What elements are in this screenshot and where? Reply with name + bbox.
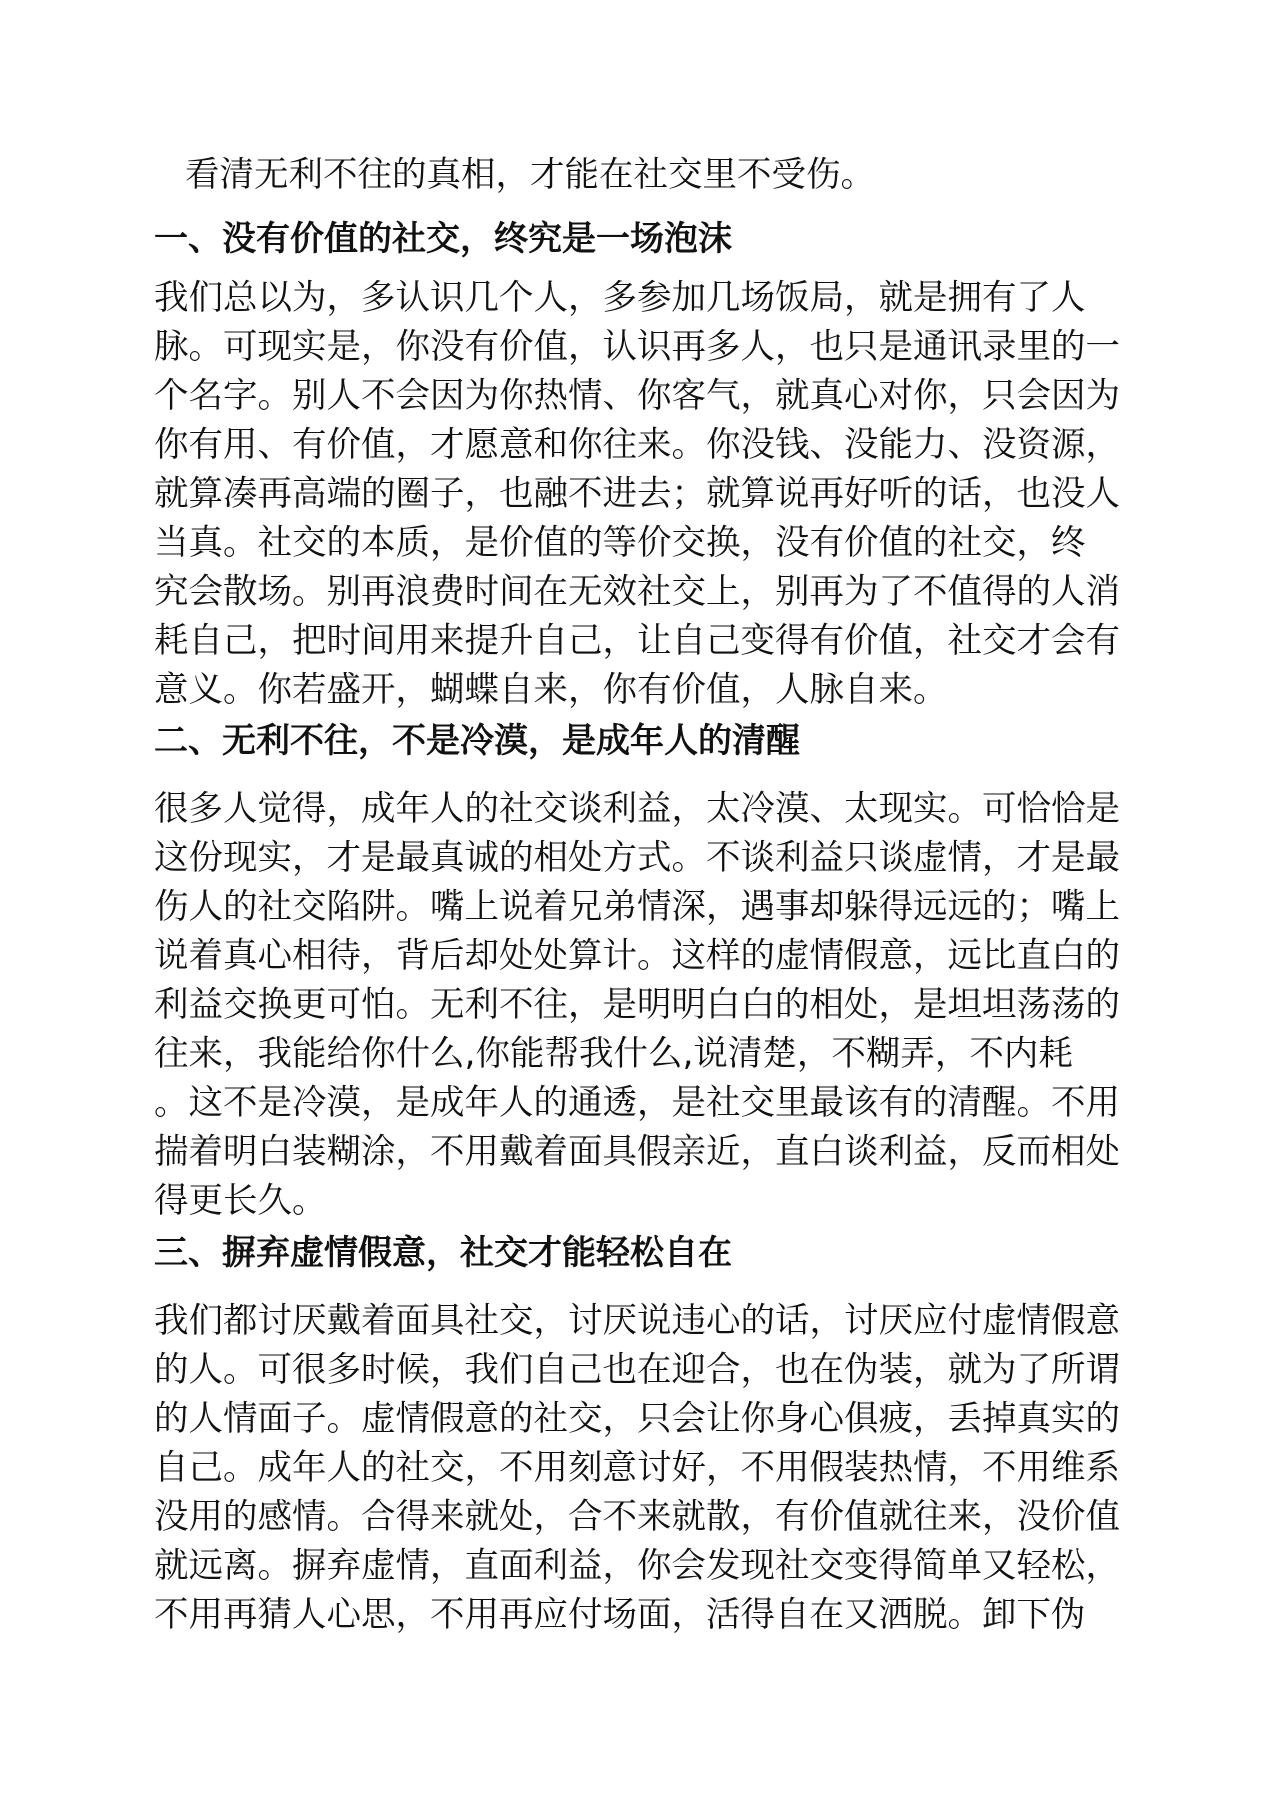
paragraph-line: 个名字。别人不会因为你热情、你客气，就真心对你，只会因为 <box>154 376 1120 416</box>
section-paragraph-3 <box>154 1297 1234 1640</box>
section-heading-3: 三、摒弃虚情假意，社交才能轻松自在 <box>154 1233 732 1273</box>
paragraph-line: 究会散场。别再浪费时间在无效社交上，别再为了不值得的人消 <box>154 572 1120 612</box>
paragraph-line: 就远离。摒弃虚情，直面利益，你会发现社交变得简单又轻松， <box>154 1546 1120 1586</box>
paragraph-line: 这份现实，才是最真诚的相处方式。不谈利益只谈虚情，才是最 <box>154 838 1120 878</box>
paragraph-line: 我们总以为，多认识几个人，多参加几场饭局，就是拥有了人 <box>154 278 1086 318</box>
paragraph-line: 得更长久。 <box>154 1181 327 1221</box>
paragraph-line: 就算凑再高端的圈子，也融不进去；就算说再好听的话，也没人 <box>154 474 1120 514</box>
paragraph-line: 没用的感情。合得来就处，合不来就散，有价值就往来，没价值 <box>154 1497 1120 1537</box>
intro-line: 看清无利不往的真相，才能在社交里不受伤。 <box>185 155 875 195</box>
section-heading-2: 二、无利不往，不是冷漠，是成年人的清醒 <box>154 721 800 761</box>
section-paragraph-2 <box>154 785 1234 1226</box>
section-paragraph-1 <box>154 274 1234 715</box>
paragraph-line: 很多人觉得，成年人的社交谈利益，太冷漠、太现实。可恰恰是 <box>154 789 1120 829</box>
paragraph-line: 往来，我能给你什么,你能帮我什么,说清楚，不糊弄，不内耗 <box>154 1034 1073 1074</box>
section-heading-1: 一、没有价值的社交，终究是一场泡沫 <box>154 219 732 259</box>
paragraph-line: 耗自己，把时间用来提升自己，让自己变得有价值，社交才会有 <box>154 621 1120 661</box>
paragraph-line: 的人。可很多时候，我们自己也在迎合，也在伪装，就为了所谓 <box>154 1350 1120 1390</box>
paragraph-line: 。这不是冷漠，是成年人的通透，是社交里最该有的清醒。不用 <box>154 1083 1120 1123</box>
paragraph-line: 不用再猜人心思，不用再应付场面，活得自在又洒脱。卸下伪 <box>154 1595 1086 1635</box>
paragraph-line: 脉。可现实是，你没有价值，认识再多人，也只是通讯录里的一 <box>154 327 1120 367</box>
paragraph-line: 说着真心相待，背后却处处算计。这样的虚情假意，远比直白的 <box>154 936 1120 976</box>
paragraph-line: 你有用、有价值，才愿意和你往来。你没钱、没能力、没资源， <box>154 425 1120 465</box>
paragraph-line: 伤人的社交陷阱。嘴上说着兄弟情深，遇事却躲得远远的；嘴上 <box>154 887 1120 927</box>
paragraph-line: 揣着明白装糊涂，不用戴着面具假亲近，直白谈利益，反而相处 <box>154 1132 1120 1172</box>
paragraph-line: 我们都讨厌戴着面具社交，讨厌说违心的话，讨厌应付虚情假意 <box>154 1301 1120 1341</box>
paragraph-line: 的人情面子。虚情假意的社交，只会让你身心俱疲，丢掉真实的 <box>154 1399 1120 1439</box>
paragraph-line: 利益交换更可怕。无利不往，是明明白白的相处，是坦坦荡荡的 <box>154 985 1120 1025</box>
paragraph-line: 意义。你若盛开，蝴蝶自来，你有价值，人脉自来。 <box>154 670 948 710</box>
paragraph-line: 当真。社交的本质，是价值的等价交换，没有价值的社交，终 <box>154 523 1086 563</box>
paragraph-line: 自己。成年人的社交，不用刻意讨好，不用假装热情，不用维系 <box>154 1448 1120 1488</box>
